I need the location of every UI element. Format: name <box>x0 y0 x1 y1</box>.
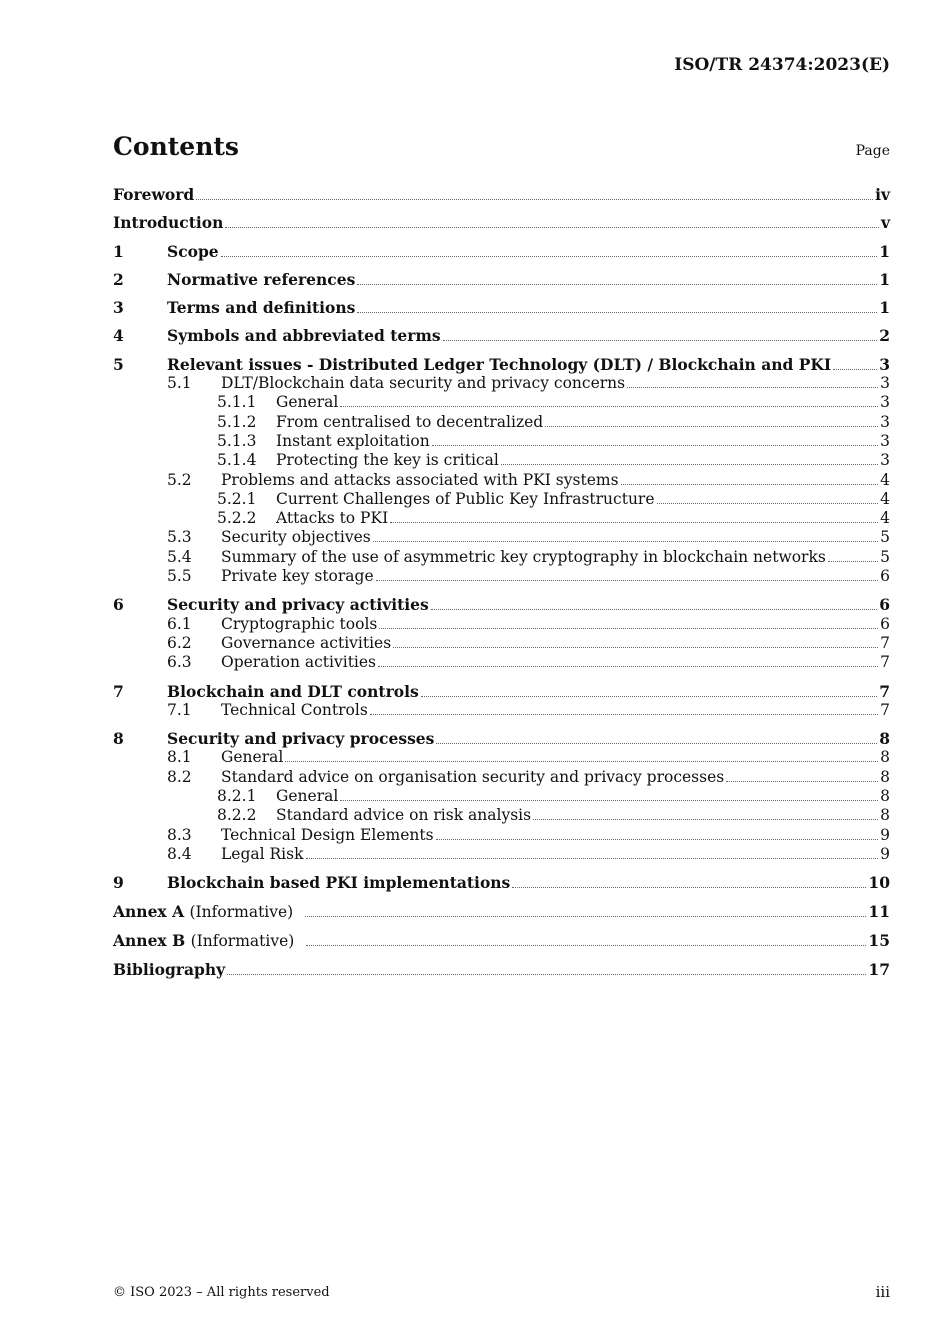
toc-entry-title-text: Summary of the use of asymmetric key cryptography in blockchain networks <box>221 547 826 566</box>
toc-entry-number: 5.2.1 <box>217 489 257 508</box>
dot-leader <box>378 666 878 667</box>
toc-entry-number: 6.2 <box>167 633 192 652</box>
toc-entry-title-text: Bibliography <box>113 960 226 980</box>
dot-leader <box>501 464 878 465</box>
toc-entry-page: 3 <box>879 354 890 374</box>
toc-entry-number: 7 <box>113 681 124 701</box>
toc-entry[interactable] <box>113 682 890 701</box>
toc-entry-title-text: Introduction <box>113 213 224 233</box>
toc-entry[interactable] <box>113 185 890 204</box>
toc-entry[interactable] <box>113 413 890 432</box>
toc-entry[interactable] <box>113 960 890 979</box>
toc-entry[interactable] <box>113 490 890 509</box>
dot-leader <box>443 340 878 341</box>
toc-entry-page: 6 <box>880 614 890 633</box>
toc-entry-title-text: Problems and attacks associated with PKI systems <box>221 470 619 489</box>
toc-entry-title-text: Normative references <box>167 269 356 289</box>
toc-entry-number: 5.3 <box>167 528 192 547</box>
toc-entry-page: 1 <box>879 241 890 261</box>
dot-leader <box>533 819 878 820</box>
dot-leader <box>726 781 878 782</box>
dot-leader <box>436 743 877 744</box>
toc-entry-page: 4 <box>880 509 890 528</box>
toc-entry-number: 5 <box>113 354 124 374</box>
toc-entry-title-text: Standard advice on risk analysis <box>276 806 532 825</box>
toc-entry-title-text: DLT/Blockchain data security and privacy concerns <box>221 374 626 393</box>
toc-entry-number: 8.3 <box>167 825 192 844</box>
toc-entry-page: 8 <box>880 787 890 806</box>
toc-entry[interactable] <box>113 471 890 490</box>
toc-entry-title-text: From centralised to decentralized <box>276 412 544 431</box>
dot-leader <box>357 312 877 313</box>
toc-entry-title <box>221 748 283 767</box>
toc-entry-number: 7.1 <box>167 700 192 719</box>
dot-leader <box>431 609 877 610</box>
toc-entry-title <box>276 490 655 509</box>
toc-entry-page: 7 <box>880 653 890 672</box>
toc-entry[interactable] <box>113 528 890 547</box>
toc-entry-title-text: Technical Controls <box>221 700 368 719</box>
toc-entry[interactable] <box>113 509 890 528</box>
toc-entry-title-text: General <box>276 393 339 412</box>
toc-entry-title <box>167 298 355 317</box>
dot-leader <box>340 406 878 407</box>
toc-entry-title-text: Cryptographic tools <box>221 614 378 633</box>
document-id: ISO/TR 24374:2023(E) <box>674 55 890 75</box>
toc-entry-title <box>276 393 338 412</box>
dot-leader <box>376 580 878 581</box>
toc-entry[interactable] <box>113 595 890 614</box>
toc-entry[interactable] <box>113 826 890 845</box>
toc-entry[interactable] <box>113 902 890 922</box>
toc-entry-number: 2 <box>113 269 124 289</box>
toc-entry-title-text: Blockchain based PKI implementations <box>167 873 511 893</box>
toc-entry-page: 1 <box>879 298 890 318</box>
toc-entry[interactable] <box>113 845 890 864</box>
toc-entry[interactable] <box>113 634 890 653</box>
toc-entry-title-text: General <box>221 748 284 767</box>
toc-entry-number: 8 <box>113 729 124 749</box>
toc-entry-title <box>221 471 619 490</box>
toc-entry-title-text: Scope <box>167 241 219 261</box>
dot-leader <box>432 445 878 446</box>
dot-leader <box>285 761 878 762</box>
dot-leader <box>227 974 866 975</box>
toc-entry-title-text: Annex A <box>113 901 185 921</box>
toc-entry[interactable] <box>113 374 890 393</box>
toc-entry-title <box>276 509 388 528</box>
toc-entry-page: 8 <box>880 806 890 825</box>
toc-entry-title-text: Operation activities <box>221 653 377 672</box>
toc-entry-title-text: Security and privacy processes <box>167 729 435 749</box>
toc-entry-title <box>113 213 223 232</box>
toc-entry[interactable] <box>113 270 890 289</box>
toc-entry-title-text: Symbols and abbreviated terms <box>167 326 441 346</box>
toc-entry-page: 7 <box>880 700 890 719</box>
toc-entry-number: 5.1.4 <box>217 451 257 470</box>
toc-entry-title-text: Foreword <box>113 185 195 204</box>
dot-leader <box>370 714 878 715</box>
dot-leader <box>421 696 878 697</box>
dot-leader <box>436 839 879 840</box>
toc-entry-title <box>221 826 434 845</box>
dot-leader <box>379 628 878 629</box>
toc-entry-title <box>221 701 368 720</box>
toc-entry-number: 8.2.1 <box>217 787 257 806</box>
toc-entry-title-text: Relevant issues - Distributed Ledger Technology (DLT) / Blockchain and PKI <box>167 354 832 374</box>
toc-entry-page: 9 <box>880 844 890 863</box>
toc-entry[interactable] <box>113 931 890 951</box>
toc-entry-page: 8 <box>879 729 890 749</box>
contents-title: Contents <box>113 132 240 161</box>
toc-entry-page: 8 <box>880 748 890 767</box>
toc-entry-number: 9 <box>113 873 124 893</box>
table-of-contents <box>113 185 890 979</box>
toc-entry-page: 4 <box>880 489 890 508</box>
dot-leader <box>393 647 878 648</box>
toc-entry-page: 3 <box>880 374 890 393</box>
dot-leader <box>621 484 879 485</box>
toc-entry-number: 5.1 <box>167 374 192 393</box>
toc-entry-number: 4 <box>113 326 124 346</box>
dot-leader <box>357 284 877 285</box>
annex-note: (Informative) <box>189 902 294 921</box>
toc-entry-title <box>167 326 441 345</box>
toc-entry-number: 3 <box>113 298 124 318</box>
toc-entry-page: 6 <box>879 595 890 615</box>
toc-entry-page: iv <box>875 185 890 204</box>
toc-entry-title <box>167 873 510 892</box>
toc-entry-title <box>276 432 430 451</box>
toc-entry[interactable] <box>113 298 890 317</box>
dot-leader <box>657 503 879 504</box>
toc-entry-title-text: Security objectives <box>221 528 371 547</box>
toc-entry[interactable] <box>113 653 890 672</box>
toc-entry-title <box>221 634 391 653</box>
toc-entry-title-text: Private key storage <box>221 567 374 586</box>
toc-entry-page: 5 <box>880 528 890 547</box>
toc-entry-title-text: Security and privacy activities <box>167 595 429 615</box>
toc-entry-page: 3 <box>880 431 890 450</box>
toc-entry-title-text: Blockchain and DLT controls <box>167 681 419 701</box>
toc-entry-number: 5.4 <box>167 547 192 566</box>
toc-entry-title-text: General <box>276 787 339 806</box>
toc-entry-title-text: Legal Risk <box>221 844 304 863</box>
toc-entry-page: 5 <box>880 547 890 566</box>
page-number: iii <box>875 1283 890 1301</box>
dot-leader <box>196 199 873 200</box>
toc-entry-number: 5.1.3 <box>217 431 257 450</box>
toc-entry-title <box>221 374 625 393</box>
toc-entry[interactable] <box>113 355 890 374</box>
toc-entry-title <box>167 242 219 261</box>
toc-entry-page: 8 <box>880 767 890 786</box>
toc-entry-page: 10 <box>868 873 890 893</box>
toc-entry[interactable] <box>113 213 890 232</box>
toc-entry-title <box>167 595 429 614</box>
toc-entry-title-text: Attacks to PKI <box>276 509 389 528</box>
toc-entry-title-text: Annex B <box>113 930 186 950</box>
toc-entry[interactable] <box>113 567 890 586</box>
toc-entry-number: 6.1 <box>167 614 192 633</box>
toc-entry-page: 3 <box>880 412 890 431</box>
toc-entry-title <box>276 413 543 432</box>
toc-entry[interactable] <box>113 242 890 261</box>
toc-entry[interactable] <box>113 393 890 412</box>
toc-entry-number: 8.1 <box>167 748 192 767</box>
toc-entry-title-text: Technical Design Elements <box>221 825 434 844</box>
toc-entry-title <box>113 185 194 204</box>
toc-entry-page: 7 <box>879 681 890 701</box>
toc-entry-title <box>221 615 377 634</box>
dot-leader <box>221 256 878 257</box>
toc-entry-number: 5.2 <box>167 470 192 489</box>
contents-title-row <box>113 132 890 161</box>
toc-entry-page: 15 <box>868 930 890 950</box>
toc-entry-title <box>276 451 499 470</box>
toc-entry-number: 5.5 <box>167 567 192 586</box>
toc-entry[interactable] <box>113 729 890 748</box>
toc-entry-number: 6.3 <box>167 653 192 672</box>
page-column-label: Page <box>855 143 890 159</box>
toc-entry-title <box>221 528 371 547</box>
dot-leader <box>833 369 877 370</box>
toc-entry-title <box>167 355 831 374</box>
dot-leader <box>512 887 866 888</box>
dot-leader <box>306 858 879 859</box>
toc-entry-title <box>221 567 374 586</box>
toc-entry-title <box>276 806 531 825</box>
toc-entry-title-text: Terms and definitions <box>167 298 356 318</box>
toc-entry-number: 5.1.2 <box>217 412 257 431</box>
toc-entry-title <box>167 682 419 701</box>
toc-entry-page: 9 <box>880 825 890 844</box>
toc-entry-page: v <box>880 213 890 233</box>
toc-entry-page: 1 <box>879 269 890 289</box>
dot-leader <box>225 227 879 228</box>
toc-entry[interactable] <box>113 326 890 345</box>
toc-entry-title-text: Current Challenges of Public Key Infrastructure <box>276 489 655 508</box>
toc-entry-number: 6 <box>113 595 124 615</box>
dot-leader <box>306 945 866 946</box>
toc-entry[interactable] <box>113 451 890 470</box>
toc-entry-title-text: Standard advice on organisation security and privacy processes <box>221 767 725 786</box>
toc-entry-title <box>221 845 304 864</box>
toc-entry[interactable] <box>113 548 890 567</box>
toc-entry-number: 5.2.2 <box>217 509 257 528</box>
toc-entry-page: 17 <box>868 960 890 980</box>
toc-entry[interactable] <box>113 748 890 767</box>
toc-entry-title <box>221 768 724 787</box>
toc-entry-title-text: Instant exploitation <box>276 431 430 450</box>
toc-entry[interactable] <box>113 787 890 806</box>
toc-entry-page: 6 <box>880 567 890 586</box>
toc-entry[interactable] <box>113 873 890 892</box>
toc-entry-title-text: Protecting the key is critical <box>276 451 499 470</box>
toc-entry-number: 5.1.1 <box>217 393 257 412</box>
toc-entry-title <box>221 548 826 567</box>
toc-entry-page: 7 <box>880 633 890 652</box>
toc-entry[interactable] <box>113 701 890 720</box>
toc-entry-title <box>221 653 376 672</box>
toc-entry-page: 4 <box>880 470 890 489</box>
toc-entry-title <box>167 270 355 289</box>
toc-entry-number: 8.2.2 <box>217 806 257 825</box>
copyright-footer: © ISO 2023 – All rights reserved <box>113 1285 330 1300</box>
toc-entry[interactable] <box>113 768 890 787</box>
toc-entry-title <box>113 902 303 922</box>
dot-leader <box>545 426 878 427</box>
dot-leader <box>340 800 878 801</box>
toc-entry-page: 3 <box>880 393 890 412</box>
toc-entry-title <box>276 787 338 806</box>
toc-entry-number: 1 <box>113 241 124 261</box>
dot-leader <box>373 541 878 542</box>
toc-entry-title-text: Governance activities <box>221 633 392 652</box>
toc-entry-number: 8.2 <box>167 767 192 786</box>
annex-note: (Informative) <box>190 931 295 950</box>
toc-entry-title <box>113 960 225 979</box>
toc-entry-page: 11 <box>868 901 890 921</box>
dot-leader <box>828 561 878 562</box>
toc-entry-page: 3 <box>880 451 890 470</box>
toc-entry-title <box>113 931 304 951</box>
dot-leader <box>390 522 878 523</box>
toc-entry-title <box>167 729 434 748</box>
toc-entry[interactable] <box>113 806 890 825</box>
toc-entry[interactable] <box>113 432 890 451</box>
toc-entry-page: 2 <box>879 326 890 346</box>
dot-leader <box>627 387 878 388</box>
toc-entry-number: 8.4 <box>167 844 192 863</box>
dot-leader <box>305 916 866 917</box>
toc-entry[interactable] <box>113 615 890 634</box>
